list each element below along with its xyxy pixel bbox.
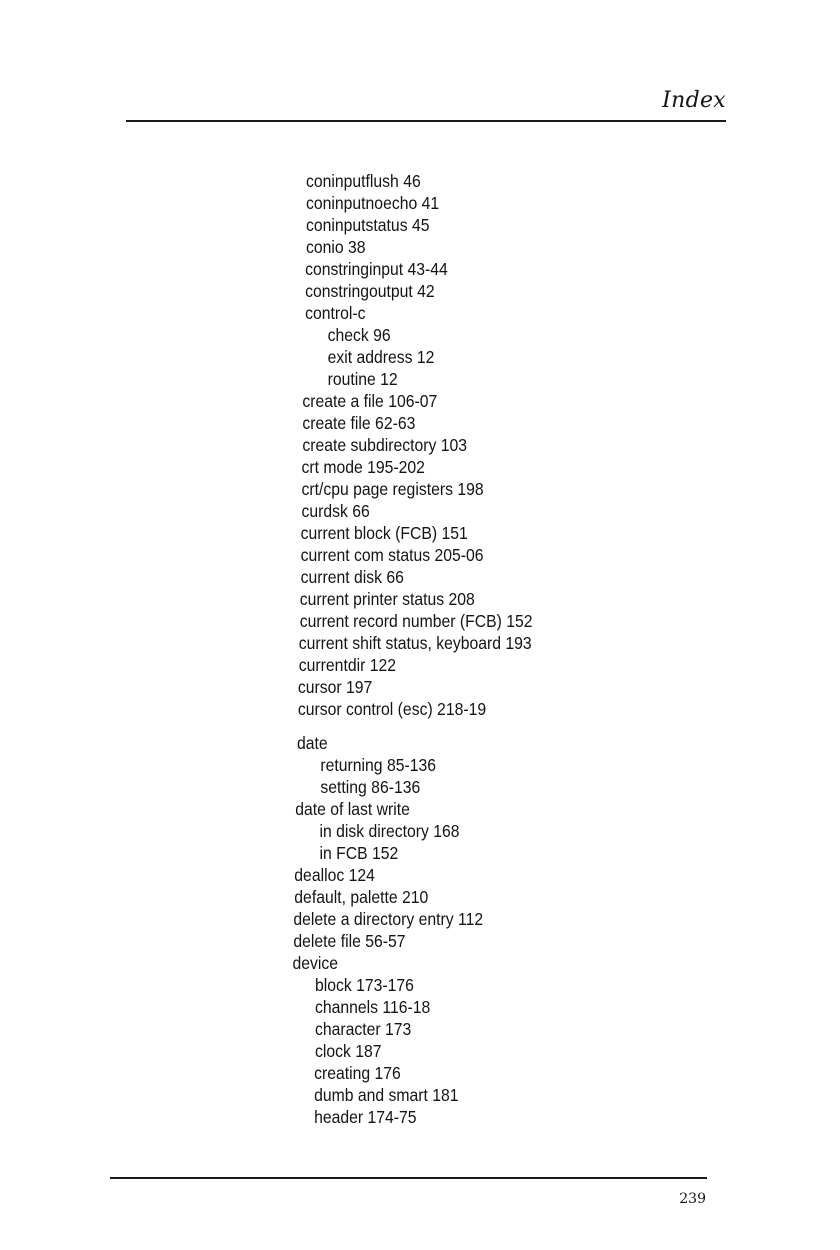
index-subentry: header 174-75 (314, 1107, 417, 1127)
footer-rule (110, 1177, 707, 1179)
index-entry: date of last write (295, 799, 410, 819)
index-subentry: setting 86-136 (320, 777, 421, 797)
index-subentry: channels 116-18 (315, 997, 431, 1017)
index-entry: coninputflush 46 (306, 171, 421, 191)
index-subentry: check 96 (327, 325, 391, 345)
index-entry: create file 62-63 (302, 413, 416, 433)
index-entry: conio 38 (306, 237, 366, 257)
index-subentry: in FCB 152 (319, 843, 399, 863)
index-entry: curdsk 66 (301, 501, 370, 521)
index-entry: create subdirectory 103 (302, 435, 468, 455)
index-subentry: routine 12 (327, 369, 398, 389)
running-header-title: Index (662, 88, 726, 113)
index-entry: date (297, 733, 328, 753)
index-entry: current block (FCB) 151 (300, 523, 468, 543)
index-entry: device (292, 953, 339, 973)
index-subentry: clock 187 (315, 1041, 382, 1061)
index-entry: create a file 106-07 (302, 391, 438, 411)
index-subentry: creating 176 (314, 1063, 401, 1083)
index-entry: current printer status 208 (299, 589, 475, 609)
index-entry: current shift status, keyboard 193 (298, 633, 532, 653)
index-subentry: in disk directory 168 (319, 821, 460, 841)
index-entry: current record number (FCB) 152 (299, 611, 533, 631)
page-number: 239 (679, 1191, 706, 1207)
index-subentry: block 173-176 (315, 975, 414, 995)
index-entry: currentdir 122 (298, 655, 396, 675)
index-entry: constringinput 43-44 (305, 259, 448, 279)
index-entry: crt mode 195-202 (301, 457, 425, 477)
index-entry: current com status 205-06 (300, 545, 484, 565)
index-entry: cursor 197 (297, 677, 373, 697)
index-entry: coninputnoecho 41 (306, 193, 440, 213)
index-subentry: character 173 (315, 1019, 412, 1039)
header-rule (126, 120, 726, 122)
index-entry: default, palette 210 (294, 887, 429, 907)
index-entry: dealloc 124 (294, 865, 375, 885)
index-entry: delete a directory entry 112 (293, 909, 484, 929)
index-entry: constringoutput 42 (305, 281, 435, 301)
index-subentry: dumb and smart 181 (314, 1085, 459, 1105)
index-subentry: returning 85-136 (320, 755, 436, 775)
index-list (0, 170, 756, 1128)
index-entry: current disk 66 (300, 567, 404, 587)
index-entry: control-c (305, 303, 366, 323)
index-subentry: exit address 12 (327, 347, 435, 367)
index-entry: coninputstatus 45 (306, 215, 430, 235)
index-entry: crt/cpu page registers 198 (301, 479, 484, 499)
index-entry: cursor control (esc) 218-19 (297, 699, 487, 719)
index-entry: delete file 56-57 (293, 931, 406, 951)
